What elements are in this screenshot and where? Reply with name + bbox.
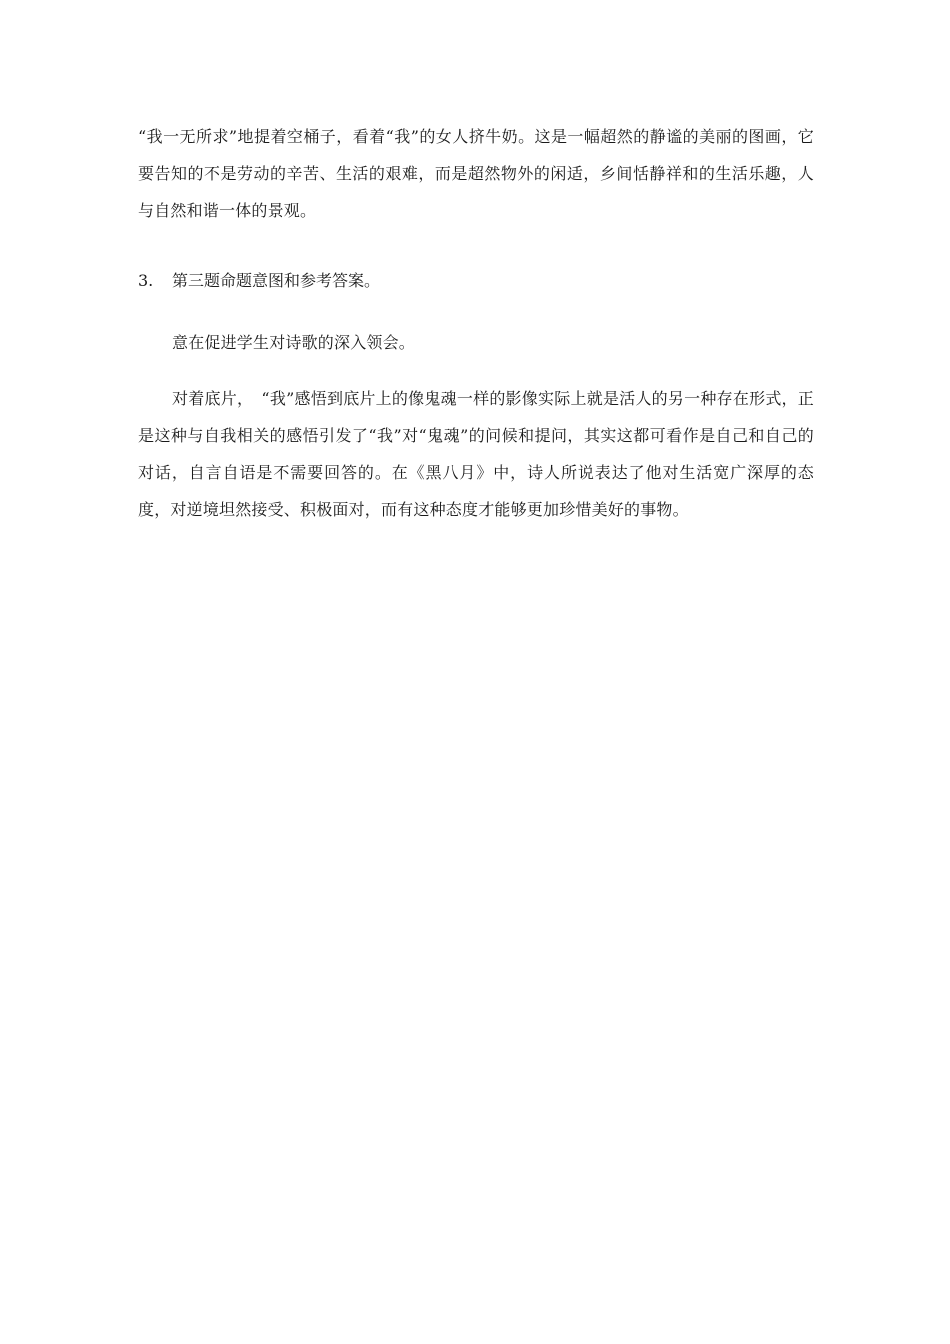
item-title: 第三题命题意图和参考答案。 — [172, 271, 381, 290]
paragraph-answer: 对着底片， “我”感悟到底片上的像鬼魂一样的影像实际上就是活人的另一种存在形式，正是这种与自我相关的感悟引发了“我”对“鬼魂”的问候和提问，其实这都可看作是自己和自己的对话，自言自语是不需要回答的。在《黑八月》中，诗人所说表达了他对生活宽广深厚的态度，对逆境坦然接受、积极面对，而有这种态度才能够更加珍惜美好的事物。 — [138, 389, 814, 519]
numbered-item-3 — [138, 265, 814, 297]
paragraph-intro: “我一无所求”地提着空桶子，看着“我”的女人挤牛奶。这是一幅超然的静谧的美丽的图画，它要告知的不是劳动的辛苦、生活的艰难，而是超然物外的闲适，乡间恬静祥和的生活乐趣，人与自然和谐一体的景观。 — [138, 127, 814, 220]
paragraph-intent: 意在促进学生对诗歌的深入领会。 — [172, 333, 416, 352]
item-number: 3. — [138, 271, 154, 290]
